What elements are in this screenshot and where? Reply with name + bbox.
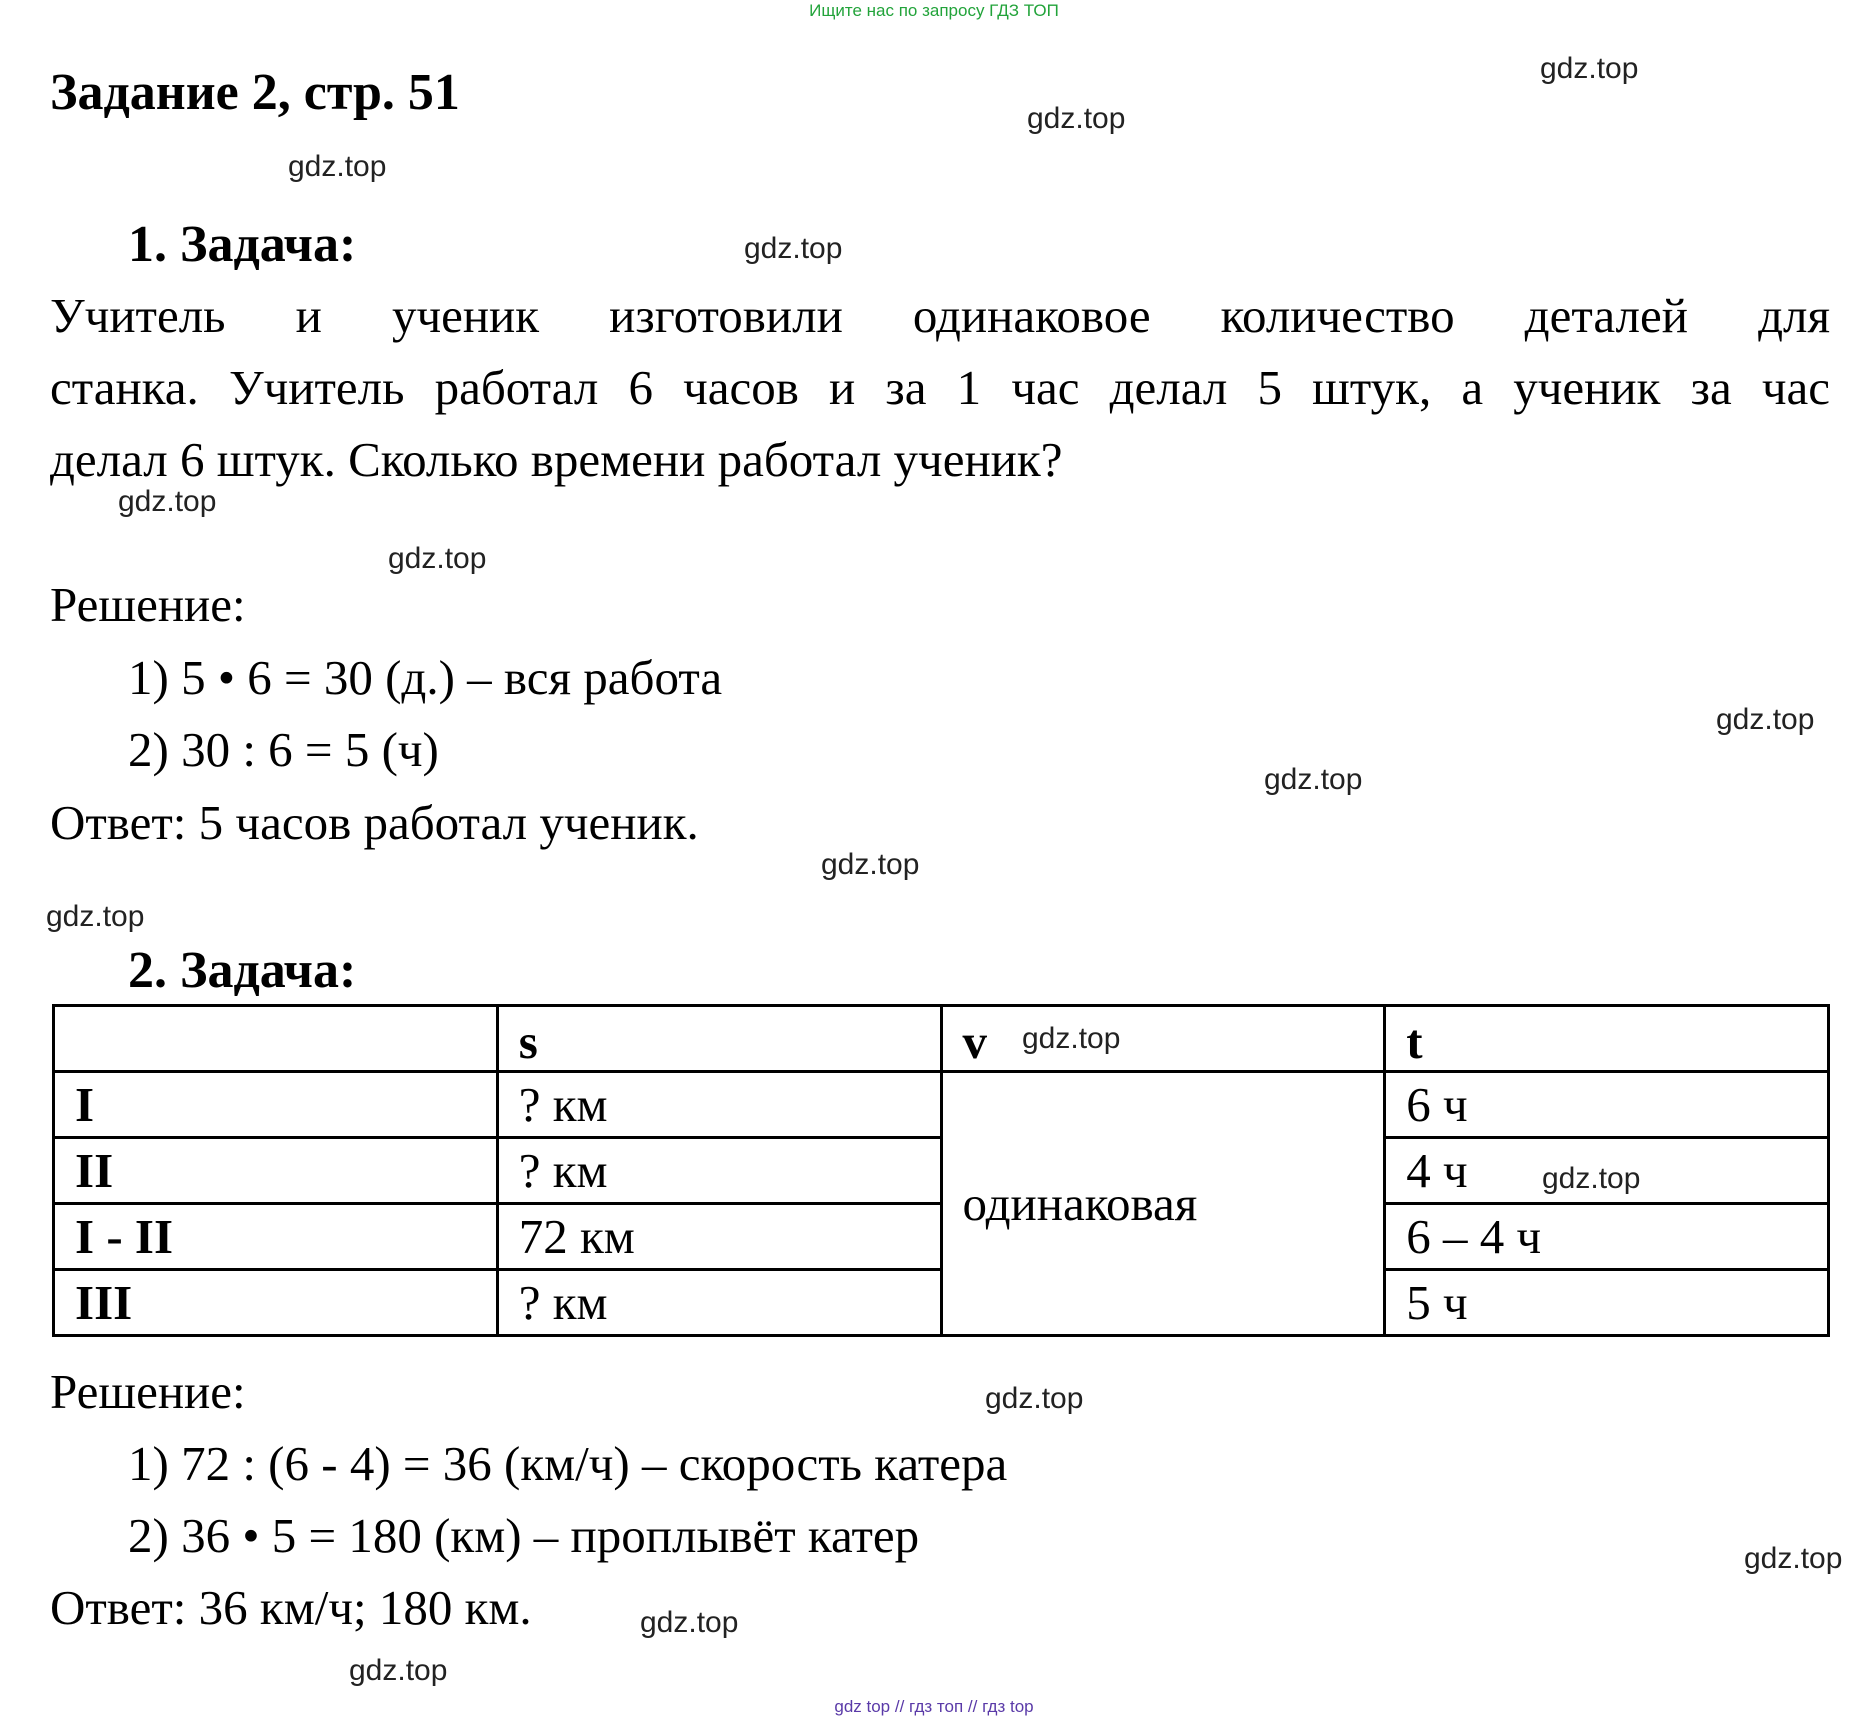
cell-time: 5 ч xyxy=(1385,1270,1829,1336)
watermark: gdz.top xyxy=(1022,1022,1121,1055)
watermark: gdz.top xyxy=(821,848,920,881)
task1-solution-label: Решение: xyxy=(50,577,246,632)
table-header-cell: t xyxy=(1385,1006,1829,1072)
cell-time: 4 ч xyxy=(1385,1138,1829,1204)
watermark: gdz.top xyxy=(1027,102,1126,135)
task2-step-1: 1) 72 : (6 - 4) = 36 (км/ч) – скорость катера xyxy=(128,1436,1008,1491)
watermark: gdz.top xyxy=(1744,1542,1843,1575)
task2-heading: 2. Задача: xyxy=(128,942,357,999)
watermark: gdz.top xyxy=(1716,703,1815,736)
watermark: gdz.top xyxy=(46,900,145,933)
footer-separator: // xyxy=(894,1697,905,1716)
footer-link-gdz-top-mixed[interactable]: гдз top xyxy=(982,1697,1034,1716)
table-header-cell: v xyxy=(941,1006,1385,1072)
task1-text xyxy=(50,280,1830,496)
task1-text-line3: делал 6 штук. Сколько времени работал ученик? xyxy=(50,432,1063,487)
table-header-cell: s xyxy=(497,1006,941,1072)
watermark: gdz.top xyxy=(640,1606,739,1639)
cell-distance: ? км xyxy=(497,1138,941,1204)
task1-text-line1: Учитель и ученик изготовили одинаковое количество деталей для xyxy=(50,288,1830,343)
row-label: II xyxy=(54,1138,498,1204)
cell-distance: ? км xyxy=(497,1072,941,1138)
watermark: gdz.top xyxy=(1264,763,1363,796)
task1-step-2: 2) 30 : 6 = 5 (ч) xyxy=(128,722,439,777)
watermark: gdz.top xyxy=(349,1654,448,1687)
footer-links xyxy=(0,1697,1868,1717)
footer-link-gdz-top-ru[interactable]: гдз топ xyxy=(909,1697,964,1716)
cell-time: 6 – 4 ч xyxy=(1385,1204,1829,1270)
task2-answer: Ответ: 36 км/ч; 180 км. xyxy=(50,1580,532,1635)
watermark: gdz.top xyxy=(1542,1162,1641,1195)
task2-step-2: 2) 36 • 5 = 180 (км) – проплывёт катер xyxy=(128,1508,920,1563)
task1-heading: 1. Задача: xyxy=(128,216,357,273)
table-header-cell xyxy=(54,1006,498,1072)
task2-solution-label: Решение: xyxy=(50,1364,246,1419)
watermark: gdz.top xyxy=(388,542,487,575)
row-label: I - II xyxy=(54,1204,498,1270)
footer-link-gdz-top[interactable]: gdz top xyxy=(834,1697,891,1716)
row-label: III xyxy=(54,1270,498,1336)
promo-banner[interactable]: Ищите нас по запросу ГДЗ ТОП xyxy=(809,1,1059,20)
watermark: gdz.top xyxy=(288,150,387,183)
cell-speed-merged: одинаковая xyxy=(941,1072,1385,1336)
page-title: Задание 2, стр. 51 xyxy=(50,64,460,121)
row-label: I xyxy=(54,1072,498,1138)
cell-time: 6 ч xyxy=(1385,1072,1829,1138)
cell-distance: 72 км xyxy=(497,1204,941,1270)
watermark: gdz.top xyxy=(985,1382,1084,1415)
task1-text-line2: станка. Учитель работал 6 часов и за 1 час делал 5 штук, а ученик за час xyxy=(50,360,1830,415)
task1-step-1: 1) 5 • 6 = 30 (д.) – вся работа xyxy=(128,650,723,705)
footer-separator: // xyxy=(967,1697,978,1716)
cell-distance: ? км xyxy=(497,1270,941,1336)
watermark: gdz.top xyxy=(744,232,843,265)
task1-answer: Ответ: 5 часов работал ученик. xyxy=(50,795,699,850)
watermark: gdz.top xyxy=(118,485,217,518)
table-row xyxy=(54,1072,1829,1138)
table-header-row xyxy=(54,1006,1829,1072)
watermark: gdz.top xyxy=(1540,52,1639,85)
